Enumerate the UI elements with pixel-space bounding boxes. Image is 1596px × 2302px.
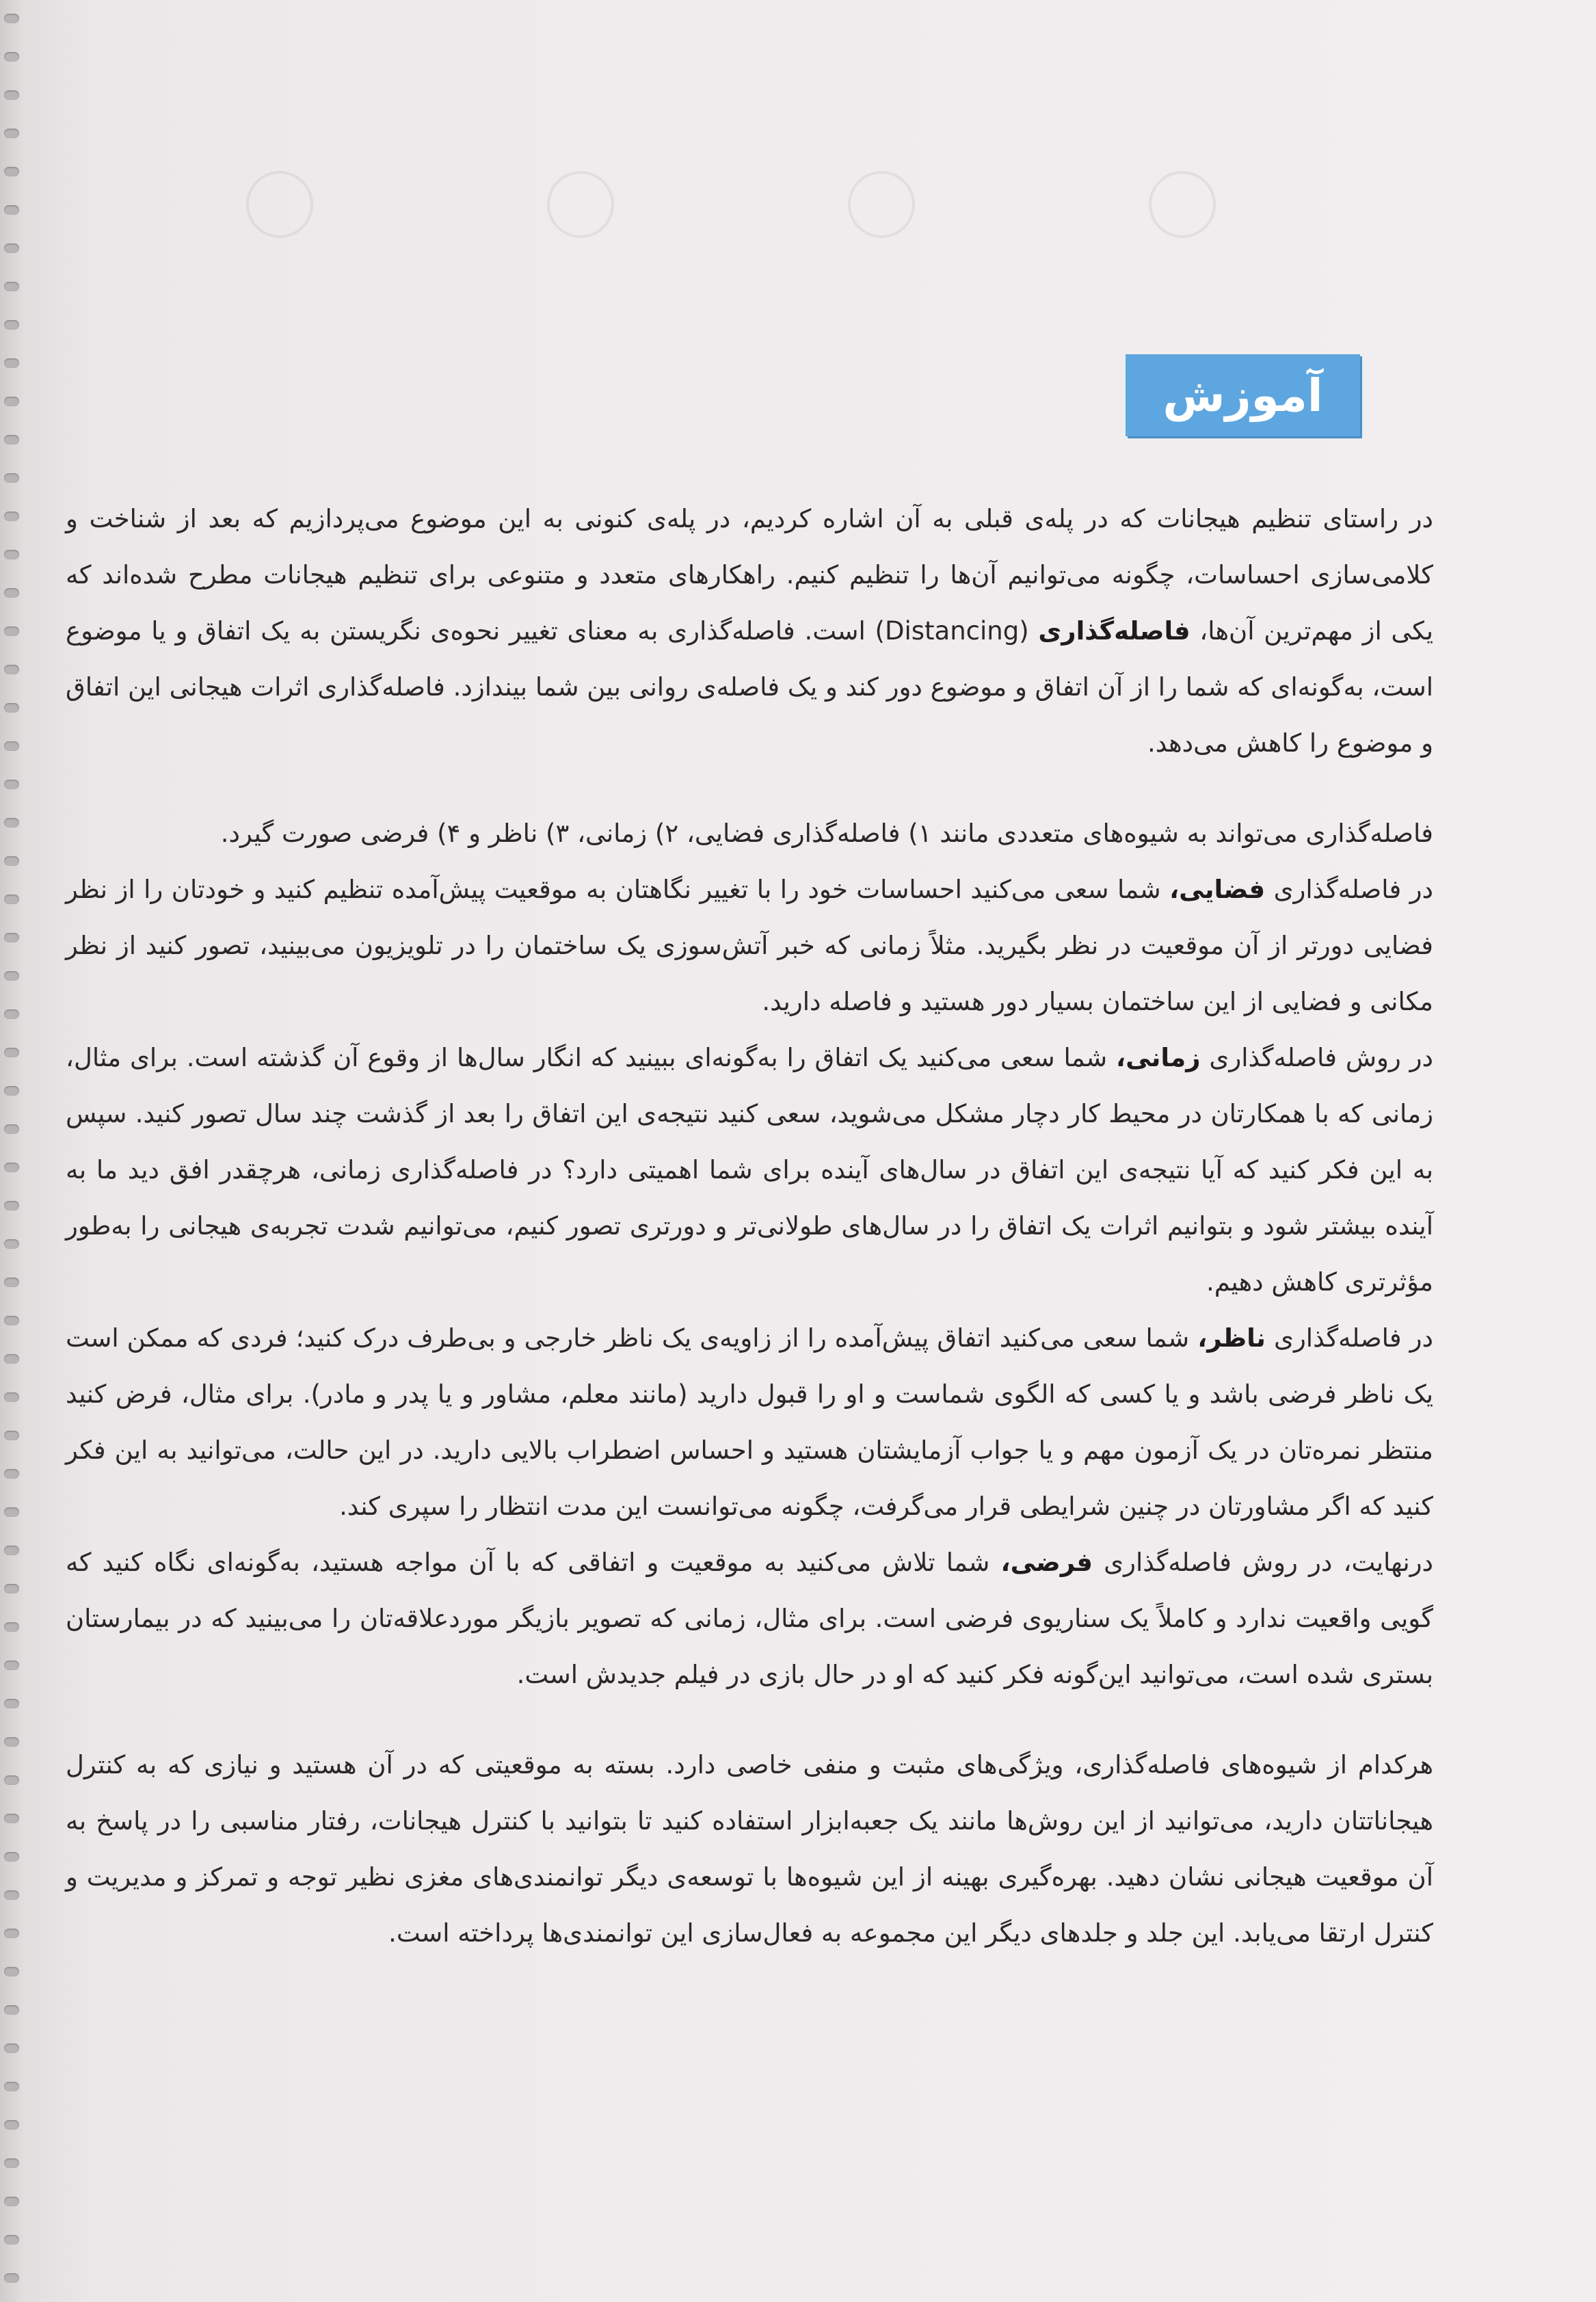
binding-hole [4, 1622, 19, 1632]
binding-hole [4, 1239, 19, 1249]
binding-hole [4, 473, 19, 483]
binding-hole [4, 397, 19, 406]
binding-hole [4, 895, 19, 904]
binding-hole [4, 1009, 19, 1019]
paragraph-text: شما سعی می‌کنید اتفاق پیش‌آمده را از زاویه‌ی یک ناظر خارجی و بی‌طرف درک کنید؛ فردی که ممکن است یک ناظر فرضی باشد و یا کسی که الگوی شماست و او را قبول دارید (مانند معلم، مشاور و یا پدر و مادر). برای مثال، فرض کنید منتظر نمره‌تان در یک آزمون مهم و یا جواب آزمایشتان هستید و احساس اضطراب بالایی دارید. در این حالت، می‌توانید به این فکر کنید که اگر مشاورتان در چنین شرایطی قرار می‌گرفت، چگونه می‌توانست این مدت انتظار را سپری کند. [66, 1323, 1433, 1521]
binding-hole [4, 818, 19, 828]
binding-hole [4, 1890, 19, 1900]
bold-term: فاصله‌گذاری [1038, 616, 1191, 646]
binding-hole [4, 780, 19, 789]
body-text [66, 491, 1433, 1961]
paragraph-observer [66, 1310, 1433, 1535]
binding-hole [4, 2197, 19, 2206]
section-title: آموزش [1162, 369, 1323, 422]
binding-hole [4, 1929, 19, 1938]
paragraph-text: شما سعی می‌کنید یک اتفاق را به‌گونه‌ای ببینید که انگار سال‌ها از وقوع آن گذشته است. برای مثال، زمانی که با همکارتان در محیط کار دچار مشکل می‌شوید، سعی کنید نتیجه‌ی این اتفاق را بعد از گذشت چند سال تصور کنید. سپس به این فکر کنید که آیا نتیجه‌ی این اتفاق در سال‌های آینده برای شما اهمیتی دارد؟ در فاصله‌گذاری زمانی، هرچقدر افق دید ما به آینده بیشتر شود و بتوانیم اثرات یک اتفاق را در سال‌های طولانی‌تر و دورتری تصور کنیم، می‌توانیم شدت تجربه‌ی هیجانی را به‌طور مؤثرتری کاهش دهیم. [66, 1043, 1433, 1297]
binding-hole [4, 741, 19, 751]
binding-hole [4, 1124, 19, 1134]
binding-hole [4, 1392, 19, 1402]
binding-hole [4, 665, 19, 674]
paragraph-text: در فاصله‌گذاری [1265, 1323, 1433, 1353]
paragraph-hypothetical [66, 1535, 1433, 1703]
binding-hole [4, 1967, 19, 1976]
binding-hole [4, 1661, 19, 1670]
paragraph-text: (Distancing) است. فاصله‌گذاری به معنای تغییر نحوه‌ی نگریستن به یک اتفاق و یا موضوع است، به‌گونه‌ای که شما را از آن اتفاق و موضوع دور کند و یک فاصله‌ی روانی بین شما بیندازد. فاصله‌گذاری اثرات هیجانی این اتفاق و موضوع را کاهش می‌دهد. [66, 616, 1433, 758]
paragraph-text: در روش فاصله‌گذاری [1200, 1043, 1433, 1072]
binding-hole [4, 1431, 19, 1440]
binding-hole [4, 282, 19, 291]
binding-hole [4, 1278, 19, 1287]
binding-hole [4, 588, 19, 598]
binding-hole [4, 14, 19, 23]
binding-hole [4, 1086, 19, 1096]
binding-hole [4, 2235, 19, 2245]
binding-hole [4, 1737, 19, 1747]
binding-hole [4, 1469, 19, 1479]
binding-hole [4, 1354, 19, 1364]
binding-hole [4, 1507, 19, 1517]
paragraph-spatial [66, 862, 1433, 1030]
binding-hole [4, 933, 19, 942]
binding-hole [4, 1163, 19, 1172]
bold-term: زمانی، [1116, 1043, 1201, 1072]
binding-hole [4, 971, 19, 981]
binding-hole [4, 52, 19, 62]
binding-hole [4, 2043, 19, 2053]
binding-hole [4, 435, 19, 445]
bold-term: ناظر، [1197, 1323, 1266, 1353]
binding-hole [4, 1201, 19, 1210]
binding-hole [4, 1775, 19, 1785]
paragraph-text: شما تلاش می‌کنید به موقعیت و اتفاقی که با آن مواجه هستید، به‌گونه‌ای نگاه کنید که گویی واقعیت ندارد و کاملاً یک سناریوی فرضی است. برای مثال، زمانی که تصویر بازیگر موردعلاقه‌تان را می‌بینید که در بیمارستان بستری شده است، می‌توانید این‌گونه فکر کنید که او در حال بازی در فیلم جدیدش است. [66, 1548, 1433, 1689]
binding-hole [4, 2005, 19, 2015]
binding-hole [4, 1699, 19, 1708]
binding-hole [4, 1316, 19, 1325]
binding-hole [4, 512, 19, 521]
binding-hole [4, 2158, 19, 2168]
paragraph-intro [66, 491, 1433, 771]
binding-hole [4, 1814, 19, 1823]
paragraph-conclusion [66, 1737, 1433, 1961]
binding-hole [4, 2120, 19, 2130]
section-header-badge [1126, 354, 1360, 436]
spiral-binding [0, 0, 27, 2302]
binding-hole [4, 129, 19, 138]
paragraph-text: هرکدام از شیوه‌های فاصله‌گذاری، ویژگی‌های مثبت و منفی خاصی دارد. بسته به موقعیتی که در آن هستید و نیازی که به کنترل هیجاناتتان دارید، می‌توانید از این روش‌ها مانند یک جعبه‌ابزار استفاده کنید تا بتوانید با کنترل هیجانات، رفتار مناسبی را در پاسخ به آن موقعیت هیجانی نشان دهید. بهره‌گیری بهینه از این شیوه‌ها با توسعه‌ی دیگر توانمندی‌های مغزی نظیر توجه و تمرکز و مدیریت و کنترل ارتقا می‌یابد. این جلد و جلدهای دیگر این مجموعه به فعال‌سازی این توانمندی‌ها پرداخته است. [66, 1750, 1433, 1948]
binding-hole [4, 1852, 19, 1862]
binding-hole [4, 358, 19, 368]
binding-hole [4, 626, 19, 636]
bold-term: فضایی، [1169, 875, 1266, 904]
binding-hole [4, 167, 19, 176]
paragraph-text: در راستای تنظیم هیجانات که در پله‌ی قبلی به آن اشاره کردیم، در پله‌ی کنونی به این موضوع می‌پردازیم که بعد از شناخت و کلامی‌سازی احساسات، چگونه می‌توانیم آن‌ها را تنظیم کنیم. راهکارهای متعدد و متنوعی برای تنظیم هیجانات مطرح شده‌اند که یکی از مهم‌ترین آن‌ها، [66, 504, 1434, 646]
binding-hole [4, 1048, 19, 1057]
paragraph-text: درنهایت، در روش فاصله‌گذاری [1093, 1548, 1433, 1577]
paragraph-text: فاصله‌گذاری می‌تواند به شیوه‌های متعددی مانند ۱) فاصله‌گذاری فضایی، ۲) زمانی، ۳) ناظر و ۴) فرضی صورت گیرد. [220, 819, 1433, 848]
binding-hole [4, 205, 19, 215]
bold-term: فرضی، [1000, 1548, 1093, 1577]
binding-hole [4, 856, 19, 866]
paragraph-temporal [66, 1030, 1433, 1310]
binding-hole [4, 243, 19, 253]
bleed-through-marks [164, 68, 1463, 294]
binding-hole [4, 550, 19, 559]
binding-hole [4, 1584, 19, 1593]
binding-hole [4, 2273, 19, 2283]
binding-hole [4, 1546, 19, 1555]
binding-hole [4, 703, 19, 713]
binding-hole [4, 2082, 19, 2091]
binding-hole [4, 320, 19, 330]
paragraph-text: شما سعی می‌کنید احساسات خود را با تغییر نگاهتان به موقعیت پیش‌آمده تنظیم کنید و خودتان را از نظر فضایی دورتر از آن موقعیت در نظر بگیرید. مثلاً زمانی که خبر آتش‌سوزی یک ساختمان را در تلویزیون می‌بینید، تصور کنید از نظر مکانی و فضایی از این ساختمان بسیار دور هستید و فاصله دارید. [66, 875, 1433, 1016]
paragraph-methods [66, 806, 1433, 862]
paragraph-text: در فاصله‌گذاری [1265, 875, 1433, 904]
binding-hole [4, 90, 19, 100]
